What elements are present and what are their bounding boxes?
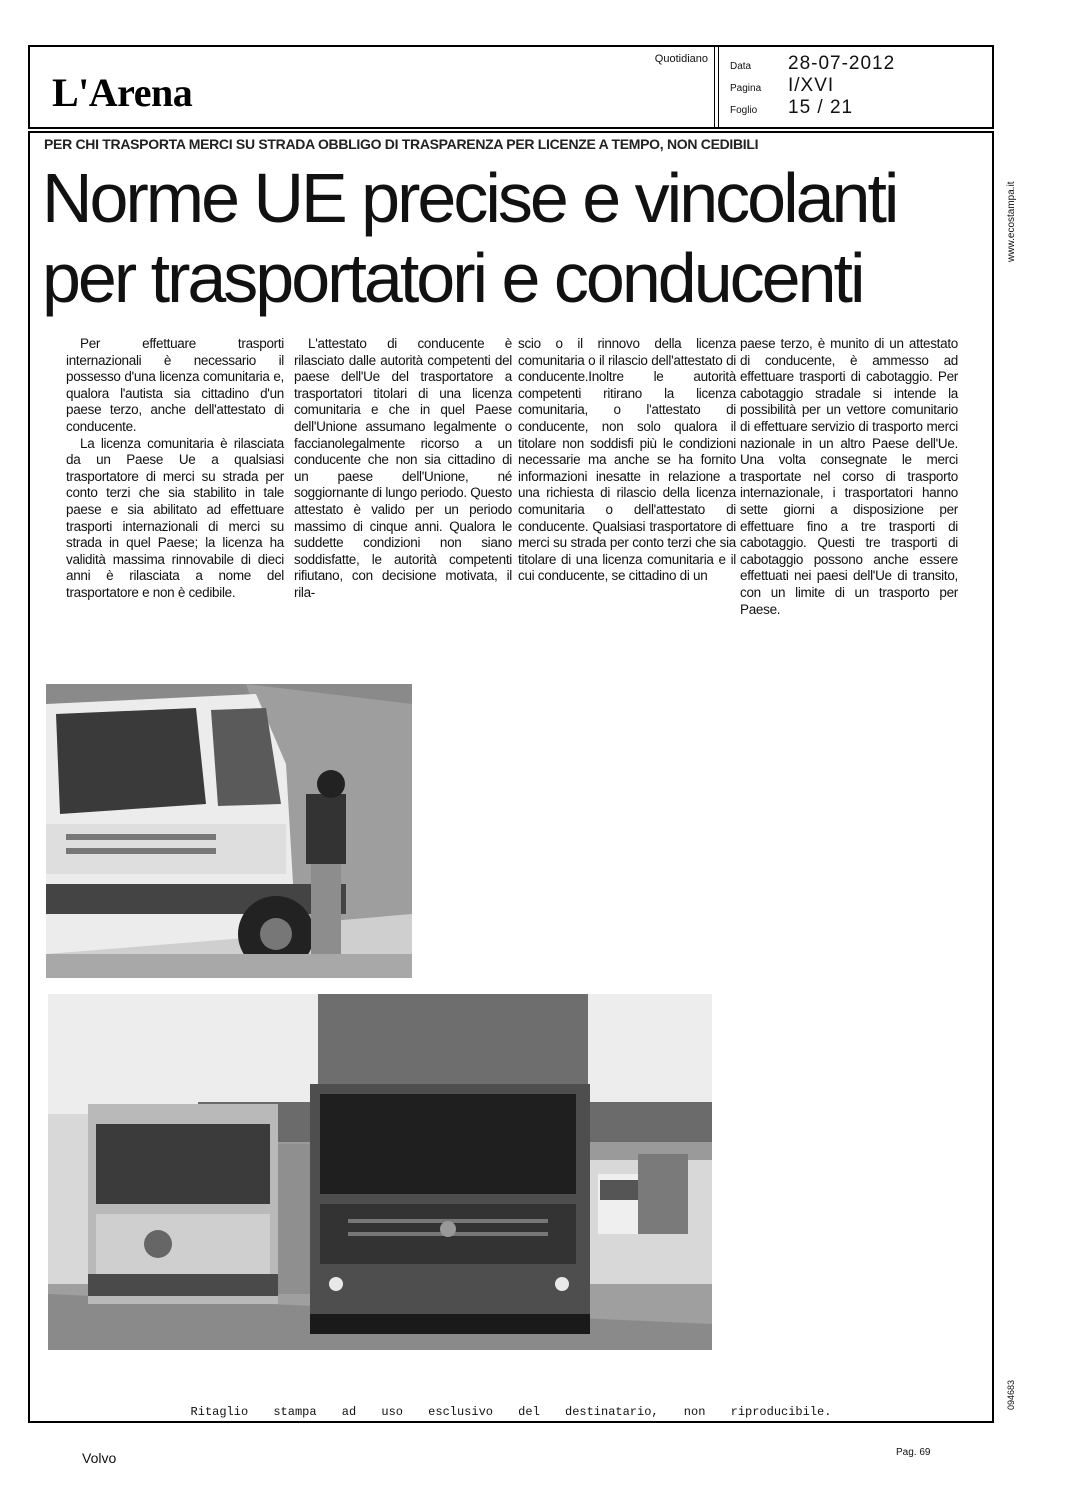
newspaper-logo: L'Arena bbox=[52, 70, 193, 115]
meta-key: Foglio bbox=[730, 105, 758, 116]
article-column-1 bbox=[66, 336, 284, 602]
side-code-text: 094683 bbox=[1006, 1379, 1016, 1410]
meta-value: 15 / 21 bbox=[788, 97, 854, 118]
article-column-3 bbox=[518, 336, 736, 585]
article-title: Norme UE precise e vincolanti per trasportatori e conducenti bbox=[42, 159, 897, 317]
side-url-text: www.ecostampa.it bbox=[1006, 181, 1017, 262]
side-code bbox=[992, 1360, 1016, 1420]
masthead-divider bbox=[718, 47, 719, 127]
photo-trucks-highway bbox=[48, 994, 712, 1350]
meta-block bbox=[730, 53, 990, 119]
photo-truck-driver bbox=[46, 684, 412, 978]
meta-row-page bbox=[730, 75, 990, 97]
paragraph: paese terzo, è munito di un attestato di conducente, è ammesso ad effettuare trasporti di cabotaggio. Per cabotaggio stradale si intende la possibilità per un vettore comunitario di effettuare servizio di trasporto merci nazionale in un altro Paese dell'Ue. Una volta consegnate le merci trasportate nel corso di trasporto internazionale, i trasportatori hanno sette giorni a disposizione per effettuare fino a tre trasporti di cabotaggio. Questi tre trasporti di cabotaggio possono anche essere effettuati nei paesi dell'Ue di transito, con un limite di un trasporto per Paese. bbox=[740, 336, 958, 617]
meta-value: 28-07-2012 bbox=[788, 53, 896, 74]
article-column-4 bbox=[740, 336, 958, 618]
meta-row-sheet bbox=[730, 97, 990, 119]
publication-type: Quotidiano bbox=[654, 53, 708, 65]
side-url bbox=[992, 150, 1017, 280]
paragraph: La licenza comunitaria è rilasciata da un Paese Ue a qualsiasi trasportatore di merci su strada per conto terzi che sia stabilito in tale paese e sia abilitato ad effettuare trasporti internazionali di merci su strada in quel Paese; la licenza ha validità massima rinnovabile di dieci anni è rilasciata a nome del trasportatore e non è cedibile. bbox=[66, 435, 284, 600]
meta-key: Pagina bbox=[730, 83, 762, 94]
paragraph: scio o il rinnovo della licenza comunitaria o il rilascio dell'attestato di conducente.Inoltre le autorità competenti ritirano la licenza comunitaria, o l'attestato di conducente, non solo qualora il titolare non soddisfi più le condizioni necessarie ma anche se ha fornito informazioni inesatte in relazione a una richiesta di rilascio della licenza comunitaria o dell'attestato di conducente. Qualsiasi trasportatore di merci su strada per conto terzi che sia titolare di una licenza comunitaria e il cui conducente, se cittadino di un bbox=[518, 336, 736, 584]
paragraph: Per effettuare trasporti internazionali è necessario il possesso d'una licenza comunitaria e, qualora l'autista sia cittadino d'un paese terzo, anche dell'attestato di conducente. bbox=[66, 336, 284, 434]
truck-photo-icon bbox=[46, 684, 412, 978]
meta-row-date bbox=[730, 53, 990, 75]
paragraph: L'attestato di conducente è rilasciato dalle autorità competenti del paese dell'Ue del trasportatore a trasportatori titolari di una licenza comunitaria e che in quel Paese dell'Unione assumano legalmente o faccianolegalmente ricorso a un conducente che non sia cittadino di un paese dell'Unione, né soggiornante di lungo periodo. Questo attestato è valido per un periodo massimo di cinque anni. Qualora le suddette condizioni non siano soddisfatte, le autorità competenti rifiutano, con decisione motivata, il rila- bbox=[294, 336, 512, 600]
article-column-2 bbox=[294, 336, 512, 602]
meta-key: Data bbox=[730, 61, 752, 72]
meta-value: I/XVI bbox=[788, 75, 835, 96]
page-number: Pag. 69 bbox=[896, 1447, 931, 1458]
client-label: Volvo bbox=[82, 1450, 117, 1466]
highway-trucks-photo-icon bbox=[48, 994, 712, 1350]
masthead-cell bbox=[30, 47, 715, 127]
article-kicker: PER CHI TRASPORTA MERCI SU STRADA OBBLIGO DI TRASPARENZA PER LICENZE A TEMPO, NON CEDIBILI bbox=[44, 136, 759, 152]
reproduction-notice: Ritaglio stampa ad uso esclusivo del destinatario, non riproducibile. bbox=[190, 1405, 832, 1419]
masthead-box bbox=[28, 45, 994, 129]
